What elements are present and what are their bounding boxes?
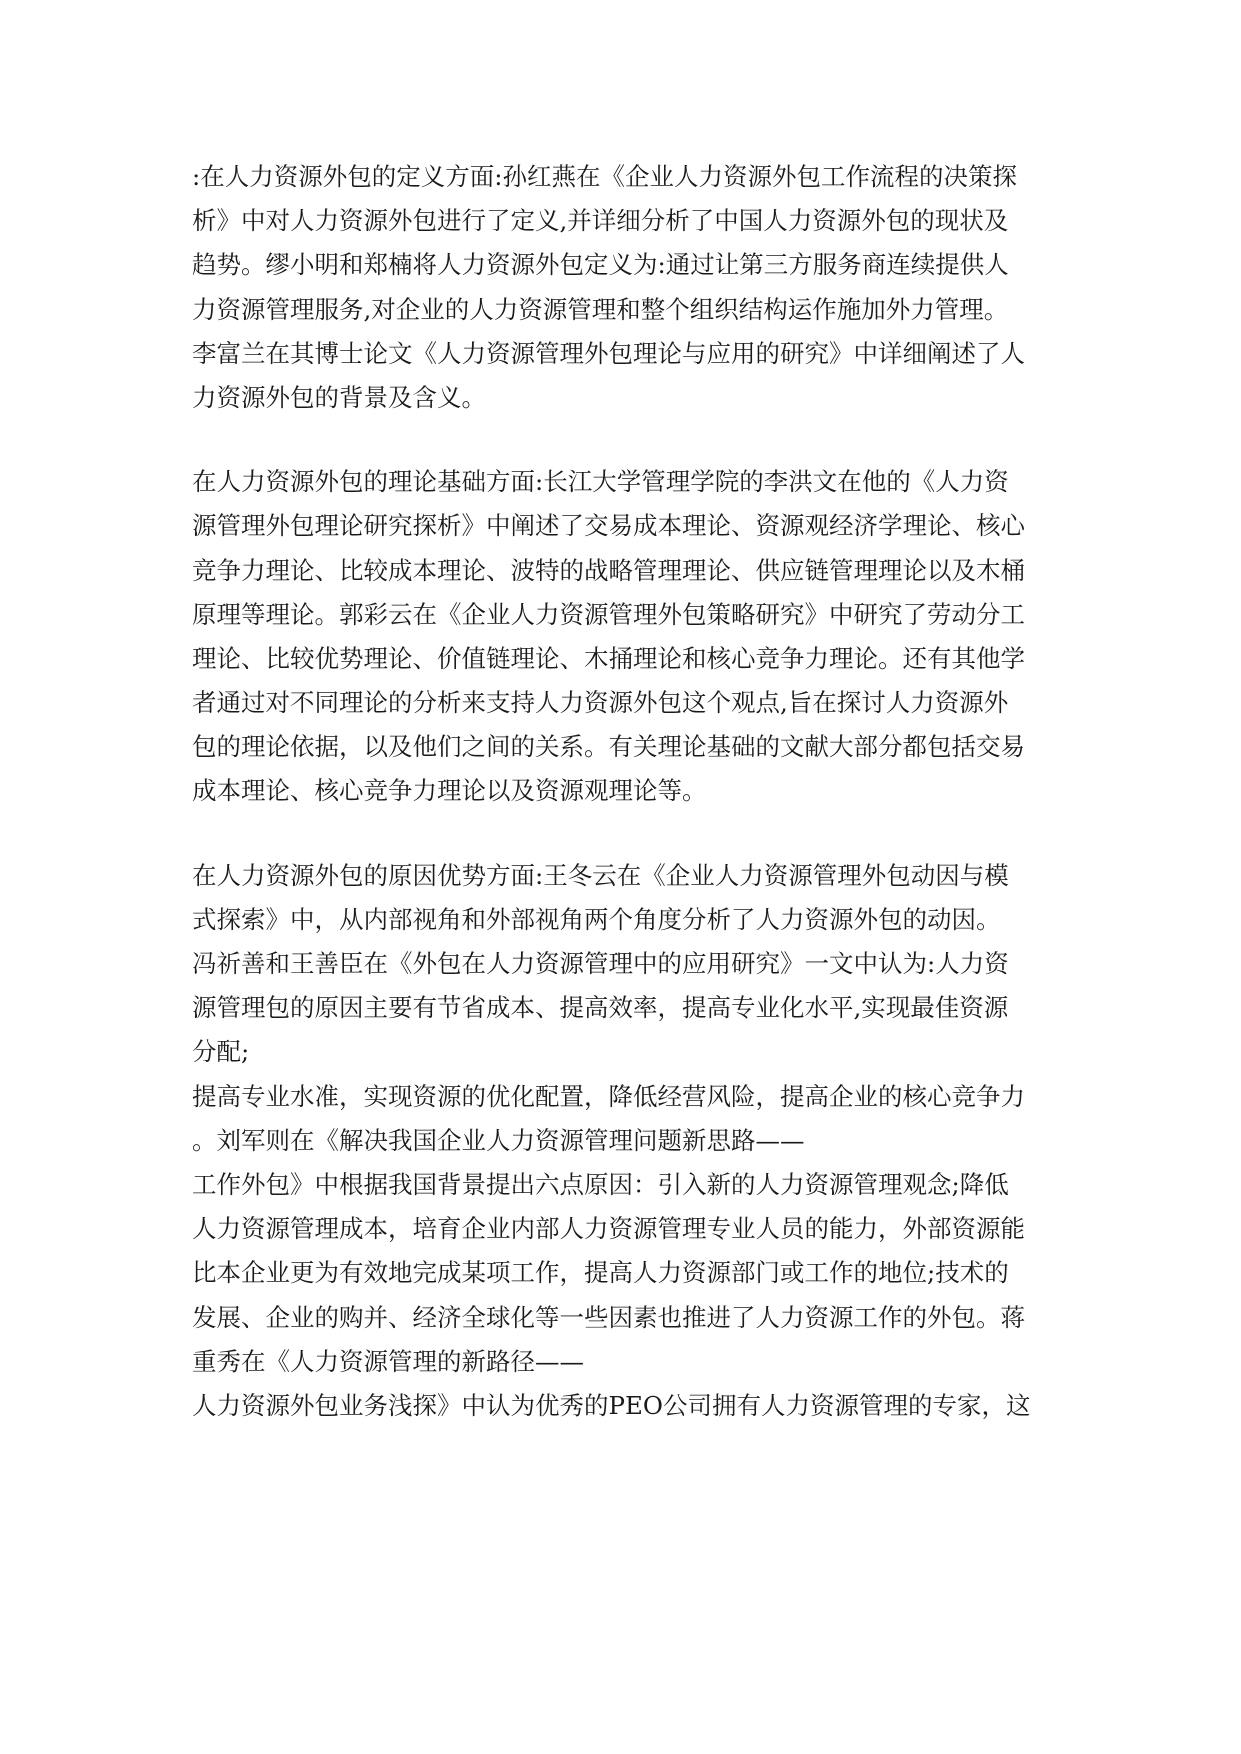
text-line: 成本理论、核心竞争力理论以及资源观理论等。	[192, 776, 707, 806]
text-line: 原理等理论。郭彩云在《企业人力资源管理外包策略研究》中研究了劳动分工	[192, 599, 1025, 629]
text-line: 式探索》中，从内部视角和外部视角两个角度分析了人力资源外包的动因。	[192, 904, 1001, 934]
text-line: 力资源外包的背景及含义。	[192, 382, 486, 412]
text-line: 在人力资源外包的原因优势方面:王冬云在《企业人力资源管理外包动因与模	[192, 860, 1009, 890]
text-line: 者通过对不同理论的分析来支持人力资源外包这个观点,旨在探讨人力资源外	[192, 688, 1009, 718]
text-line: 发展、企业的购并、经济全球化等一些因素也推进了人力资源工作的外包。蒋	[192, 1302, 1025, 1332]
text-line: 工作外包》中根据我国背景提出六点原因：引入新的人力资源管理观念;降低	[192, 1169, 1009, 1199]
text-line: 源管理包的原因主要有节省成本、提高效率，提高专业化水平,实现最佳资源	[192, 993, 1009, 1023]
text-line: 力资源管理服务,对企业的人力资源管理和整个组织结构运作施加外力管理。	[192, 294, 1009, 324]
paragraph-theory	[192, 460, 1072, 814]
text-line: 在人力资源外包的理论基础方面:长江大学管理学院的李洪文在他的《人力资	[192, 467, 1009, 497]
text-line: 趋势。缪小明和郑楠将人力资源外包定义为:通过让第三方服务商连续提供人	[192, 250, 1009, 280]
text-line: 比本企业更为有效地完成某项工作，提高人力资源部门或工作的地位;技术的	[192, 1258, 1009, 1288]
text-line: 包的理论依据，以及他们之间的关系。有关理论基础的文献大部分都包括交易	[192, 732, 1025, 762]
text-line: 竞争力理论、比较成本理论、波特的战略管理理论、供应链管理理论以及木桶	[192, 555, 1025, 585]
text-line: 冯祈善和王善臣在《外包在人力资源管理中的应用研究》一文中认为:人力资	[192, 949, 1009, 978]
text-line: 析》中对人力资源外包进行了定义,并详细分析了中国人力资源外包的现状及	[192, 206, 1009, 236]
text-line: 源管理外包理论研究探析》中阐述了交易成本理论、资源观经济学理论、核心	[192, 511, 1025, 541]
text-line: 理论、比较优势理论、价值链理论、木捅理论和核心竞争力理论。还有其他学	[192, 643, 1025, 673]
text-line: 。刘军则在《解决我国企业人力资源管理问题新思路——	[192, 1125, 805, 1155]
text-line: 人力资源外包业务浅探》中认为优秀的PEO公司拥有人力资源管理的专家，这	[192, 1390, 1031, 1420]
text-line: 分配;	[192, 1037, 250, 1067]
document-body	[192, 155, 1072, 1468]
text-line: 重秀在《人力资源管理的新路径——	[192, 1346, 584, 1376]
text-line: 人力资源管理成本，培育企业内部人力资源管理专业人员的能力，外部资源能	[192, 1214, 1025, 1244]
paragraph-definition	[192, 155, 1072, 420]
paragraph-reasons	[192, 854, 1072, 1428]
text-line: 提高专业水准，实现资源的优化配置，降低经营风险，提高企业的核心竞争力	[192, 1081, 1025, 1111]
text-line: :在人力资源外包的定义方面:孙红燕在《企业人力资源外包工作流程的决策探	[192, 162, 1018, 191]
text-line: 李富兰在其博士论文《人力资源管理外包理论与应用的研究》中详细阐述了人	[192, 338, 1025, 368]
